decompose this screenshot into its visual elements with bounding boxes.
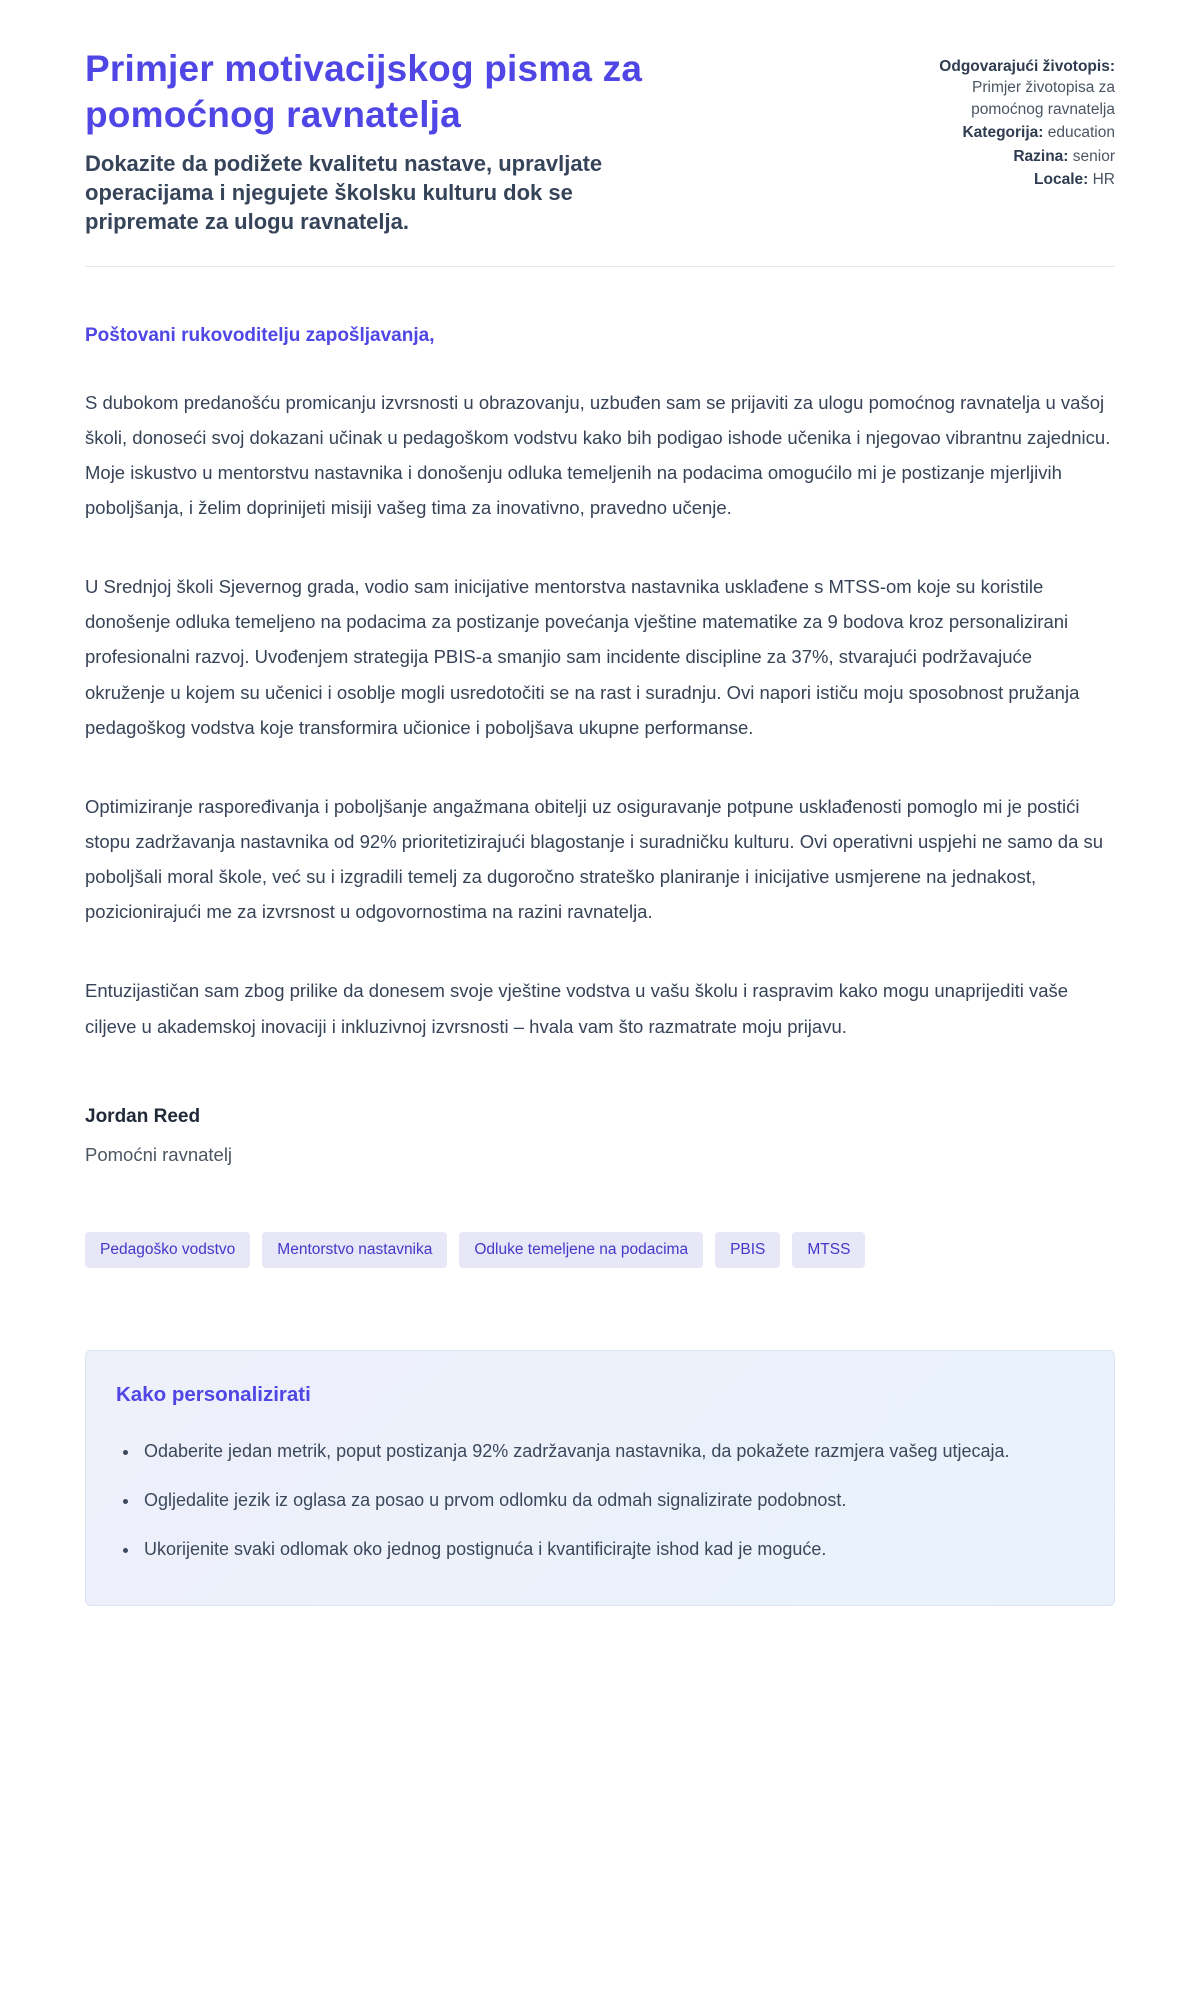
meta-value: HR <box>1092 170 1115 188</box>
meta-value: education <box>1047 124 1115 142</box>
meta-label: Razina: <box>1013 147 1069 165</box>
letter-paragraph: U Srednjoj školi Sjevernog grada, vodio sam inicijative mentorstva nastavnika usklađene s MTSS-om koje su koristile donošenje odluka temeljeno na podacima za postizanje povećanja vještine matematike za 9 bodova kroz personalizirani profesionalni razvoj. Uvođenjem strategija PBIS-a smanjio sam incidente discipline za 37%, stvarajući podržavajuće okruženje u kojem su učenici i osoblje mogli usredotočiti se na rast i suradnju. Ovi napori ističu moju sposobnost pružanja pedagoškog vodstva koje transformira učionice i poboljšava ukupne performanse. <box>85 576 1080 738</box>
tag-chip: MTSS <box>792 1232 865 1268</box>
meta-value: Primjer životopisa za pomoćnog ravnatelja <box>971 79 1115 118</box>
personalization-tips-list <box>116 1435 1084 1567</box>
letter-page <box>85 0 1115 1666</box>
letter-greeting: Poštovani rukovoditelju zapošljavanja, <box>85 324 435 346</box>
header-title-block <box>85 46 685 236</box>
signature-role: Pomoćni ravnatelj <box>85 1143 233 1165</box>
letter-body <box>85 325 1115 1166</box>
meta-row <box>900 169 1115 190</box>
meta-row <box>900 56 1115 120</box>
tag-chip: Odluke temeljene na podacima <box>459 1232 703 1268</box>
letter-paragraph: Entuzijastičan sam zbog prilike da donesem svoje vještine vodstva u vašu školu i raspravim kako mogu unaprijediti vaše ciljeve u akademskoj inovaciji i inkluzivnoj izvrsnosti – hvala vam što razmatrate moju prijavu. <box>85 980 1069 1037</box>
tag-chip: Pedagoško vodstvo <box>85 1232 250 1268</box>
signature-name: Jordan Reed <box>85 1105 201 1127</box>
meta-label: Locale: <box>1034 170 1089 188</box>
letter-paragraphs <box>85 385 1115 1044</box>
letter-paragraph: S dubokom predanošću promicanju izvrsnosti u obrazovanju, uzbuđen sam se prijaviti za ulogu pomoćnog ravnatelja u vašoj školi, donoseći svoj dokazani učinak u pedagoškom vodstvu kako bih podigao ishode učenika i njegovao vibrantnu zajednicu. Moje iskustvo u mentorstvu nastavnika i donošenju odluka temeljenih na podacima omogućilo mi je postizanje mjerljivih poboljšanja, i želim doprinijeti misiji vašeg tima za inovativno, pravedno učenje. <box>85 391 1111 519</box>
personalization-tips-title: Kako personalizirati <box>116 1382 311 1406</box>
page-subtitle: Dokazite da podižete kvalitetu nastave, upravljate operacijama i njegujete školsku kulturu dok se pripremate za ulogu ravnatelja. <box>85 150 603 234</box>
letter-paragraph: Optimiziranje raspoređivanja i poboljšanje angažmana obitelji uz osiguravanje potpune usklađenosti pomoglo mi je postići stopu zadržavanja nastavnika od 92% prioritetizirajući blagostanje i suradničku kulturu. Ovi operativni uspjehi ne samo da su poboljšali moral škole, već su i izgradili temelj za dugoročno strateško planiranje i inicijative usmjerene na jednakost, pozicionirajući me za izvrsnost u odgovornostima na razini ravnatelja. <box>85 795 1104 923</box>
meta-row <box>900 122 1115 143</box>
tip-item: • Ukorijenite svaki odlomak oko jednog postignuća i kvantificirajte ishod kad je moguće. <box>140 1533 1084 1566</box>
tag-chip: Mentorstvo nastavnika <box>262 1232 447 1268</box>
meta-label: Odgovarajući životopis: <box>939 58 1115 75</box>
tip-item: • Ogljedalite jezik iz oglasa za posao u prvom odlomku da odmah signalizirate podobnost. <box>140 1484 1084 1517</box>
header-divider <box>85 266 1115 267</box>
document-meta <box>900 46 1115 192</box>
tip-item: • Odaberite jedan metrik, poput postizanja 92% zadržavanja nastavnika, da pokažete razmjera vašeg utjecaja. <box>140 1435 1084 1468</box>
meta-value: senior <box>1072 147 1115 165</box>
tag-chip: PBIS <box>715 1232 780 1268</box>
personalization-tips-box <box>85 1350 1115 1606</box>
tag-list <box>85 1232 1115 1268</box>
meta-label: Kategorija: <box>962 124 1044 142</box>
page-header <box>85 46 1115 236</box>
meta-row <box>900 146 1115 167</box>
page-title: Primjer motivacijskog pisma za pomoćnog ravnatelja <box>85 48 643 136</box>
